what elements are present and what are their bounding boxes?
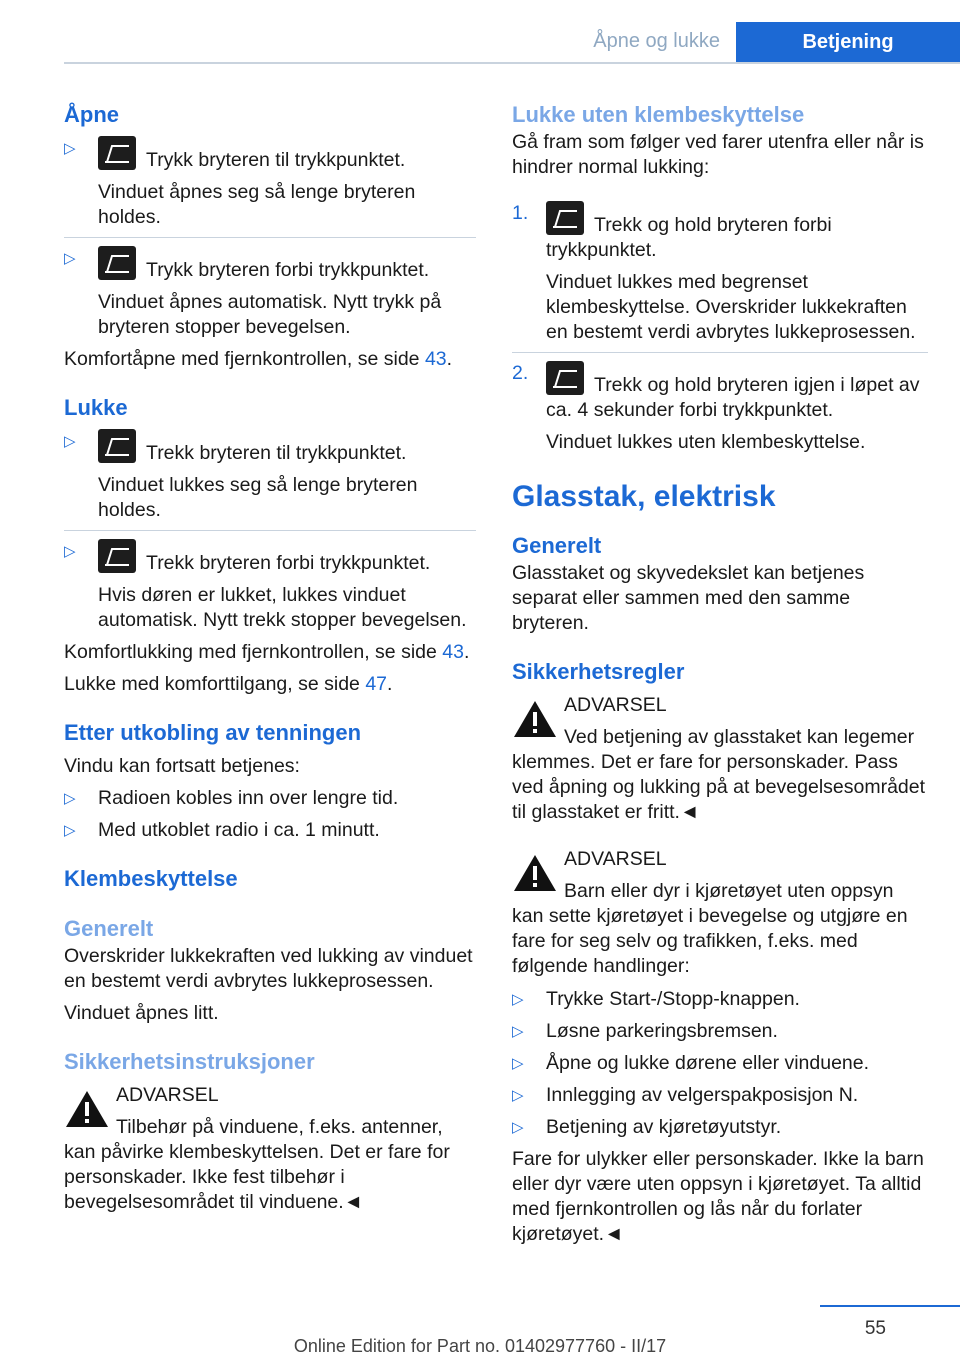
warning-text: klemmes. Det er fare for personskader. Pass ved åpning og lukking på at bevegelsesområdet til glasstaket er fritt.◄ [512, 751, 926, 823]
divider [64, 237, 476, 238]
warning-text: kan påvirke klembeskyttelsen. Det er fare for personskader. Ikke fest tilbehør i bevegelsesområdet til vinduene.◄ [64, 1141, 450, 1213]
tab-betjening[interactable]: Betjening [736, 22, 960, 62]
item-text: Trekk bryteren forbi trykkpunktet. [146, 552, 431, 574]
list-item [64, 429, 476, 523]
item-text: Innlegging av velgerspakposisjon N. [546, 1084, 859, 1106]
warning-triangle-icon [512, 853, 558, 893]
footer-edition: Online Edition for Part no. 01402977760 - II/17 [293, 1336, 667, 1356]
warning-triangle-icon [512, 699, 558, 739]
step-subtext: Vinduet lukkes med begrenset klembeskyttelse. Overskrider lukkekraften en bestemt verdi avbrytes lukkeprosessen. [546, 271, 916, 343]
window-switch-icon [98, 429, 136, 463]
step-text: Trekk og hold bryteren igjen i løpet av ca. 4 sekunder forbi trykkpunktet. [546, 374, 920, 421]
window-switch-icon [546, 361, 584, 395]
page-header [64, 22, 960, 64]
triangle-bullet-icon: ▷ [512, 991, 524, 1008]
heading-generelt: Generelt [64, 916, 154, 941]
item-text: Trykk bryteren til trykkpunktet. [146, 149, 406, 171]
heading-sikkerhetsregler: Sikkerhetsregler [512, 659, 685, 684]
warning-box [64, 1083, 476, 1215]
triangle-bullet-icon: ▷ [512, 1119, 524, 1136]
warning-text: Ved betjening av glasstaket kan legemer [564, 726, 915, 748]
list-item [512, 1115, 928, 1140]
window-switch-icon [98, 246, 136, 280]
paragraph: Vindu kan fortsatt betjenes: [64, 755, 300, 777]
item-text: Løsne parkeringsbremsen. [546, 1020, 778, 1042]
right-column [512, 100, 928, 1254]
window-switch-icon [98, 136, 136, 170]
note-text: Lukke med komforttilgang, se side [64, 673, 366, 695]
heading-generelt: Generelt [512, 533, 602, 558]
item-text: Trykk bryteren forbi trykkpunktet. [146, 259, 430, 281]
numbered-step [512, 201, 928, 345]
warning-title: ADVARSEL [116, 1084, 219, 1106]
heading-glasstak: Glasstak, elektrisk [512, 480, 776, 513]
item-subtext: Vinduet lukkes seg så lenge bryteren holdes. [98, 474, 418, 521]
warning-box [512, 693, 928, 825]
triangle-bullet-icon: ▷ [512, 1023, 524, 1040]
page-link[interactable]: 43 [442, 641, 464, 663]
heading-lukke: Lukke [64, 395, 128, 420]
paragraph: Overskrider lukkekraften ved lukking av vinduet en bestemt verdi avbrytes lukkeprosessen. [64, 945, 473, 992]
paragraph: Lukke med komforttilgang, se side 47. [64, 673, 393, 695]
list-item [512, 1083, 928, 1108]
warning-title: ADVARSEL [564, 694, 667, 716]
item-text: Trykke Start-/Stopp-knappen. [546, 988, 800, 1010]
triangle-bullet-icon: ▷ [64, 543, 76, 560]
window-switch-icon [546, 201, 584, 235]
heading-lukke-uten: Lukke uten klembeskyttelse [512, 102, 805, 127]
list-item [64, 539, 476, 633]
breadcrumb[interactable]: Åpne og lukke [593, 30, 720, 52]
warning-text: Tilbehør på vinduene, f.eks. antenner, [116, 1116, 443, 1138]
warning-text: Barn eller dyr i kjøretøyet uten oppsyn [564, 880, 894, 902]
warning-text: kan sette kjøretøyet i bevegelse og utgjøre en fare for seg selv og trafikken, f.eks. med følgende handlinger: [512, 905, 908, 977]
triangle-bullet-icon: ▷ [64, 433, 76, 450]
list-item [512, 1051, 928, 1076]
left-column [64, 100, 476, 1223]
list-item [512, 987, 928, 1012]
item-text: Åpne og lukke dørene eller vinduene. [546, 1052, 870, 1074]
page-link[interactable]: 47 [365, 673, 388, 695]
list-item [64, 786, 476, 811]
paragraph: Fare for ulykker eller personskader. Ikke la barn eller dyr være uten oppsyn i kjøretøyet. Ta alltid med fjernkontrollen og lås når du forlater kjøretøyet.◄ [512, 1148, 924, 1245]
triangle-bullet-icon: ▷ [64, 250, 76, 267]
heading-etter: Etter utkobling av tenningen [64, 720, 362, 745]
paragraph: Vinduet åpnes litt. [64, 1002, 219, 1024]
footer-rule [820, 1305, 960, 1307]
list-item [64, 136, 476, 230]
divider [512, 352, 928, 353]
heading-sikkerhetsinstruksjoner: Sikkerhetsinstruksjoner [64, 1049, 315, 1074]
warning-title: ADVARSEL [564, 848, 667, 870]
page-link[interactable]: 43 [424, 348, 447, 370]
paragraph: Komfortlukking med fjernkontrollen, se side 43. [64, 641, 470, 663]
item-text: Radioen kobles inn over lengre tid. [98, 787, 399, 809]
list-item [512, 1019, 928, 1044]
item-subtext: Vinduet åpnes automatisk. Nytt trykk på bryteren stopper bevegelsen. [98, 291, 442, 338]
divider [64, 530, 476, 531]
numbered-step [512, 361, 928, 455]
paragraph: Glasstaket og skyvedekslet kan betjenes separat eller sammen med den samme bryteren. [512, 562, 865, 634]
paragraph: Komfortåpne med fjernkontrollen, se side 43. [64, 348, 453, 370]
list-item [64, 818, 476, 843]
paragraph: Gå fram som følger ved farer utenfra eller når is hindrer normal lukking: [512, 131, 924, 178]
list-item [64, 246, 476, 340]
page-number: 55 [864, 1318, 886, 1339]
warning-box [512, 847, 928, 979]
note-text: Komfortlukking med fjernkontrollen, se side [64, 641, 443, 663]
heading-klembeskyttelse: Klembeskyttelse [64, 866, 238, 891]
triangle-bullet-icon: ▷ [64, 822, 76, 839]
warning-triangle-icon [64, 1089, 110, 1129]
heading-apne: Åpne [64, 102, 119, 127]
item-text: Med utkoblet radio i ca. 1 minutt. [98, 819, 380, 841]
note-text: Komfortåpne med fjernkontrollen, se side [64, 348, 425, 370]
step-number: 2. [512, 362, 529, 384]
window-switch-icon [98, 539, 136, 573]
triangle-bullet-icon: ▷ [64, 140, 76, 157]
step-subtext: Vinduet lukkes uten klembeskyttelse. [546, 431, 866, 453]
item-subtext: Hvis døren er lukket, lukkes vinduet automatisk. Nytt trekk stopper bevegelsen. [98, 584, 467, 631]
triangle-bullet-icon: ▷ [64, 790, 76, 807]
item-subtext: Vinduet åpnes seg så lenge bryteren holdes. [98, 181, 416, 228]
step-number: 1. [512, 202, 529, 224]
triangle-bullet-icon: ▷ [512, 1087, 524, 1104]
item-text: Betjening av kjøretøyutstyr. [546, 1116, 782, 1138]
triangle-bullet-icon: ▷ [512, 1055, 524, 1072]
item-text: Trekk bryteren til trykkpunktet. [146, 442, 407, 464]
step-text: Trekk og hold bryteren forbi trykkpunktet. [546, 214, 832, 261]
